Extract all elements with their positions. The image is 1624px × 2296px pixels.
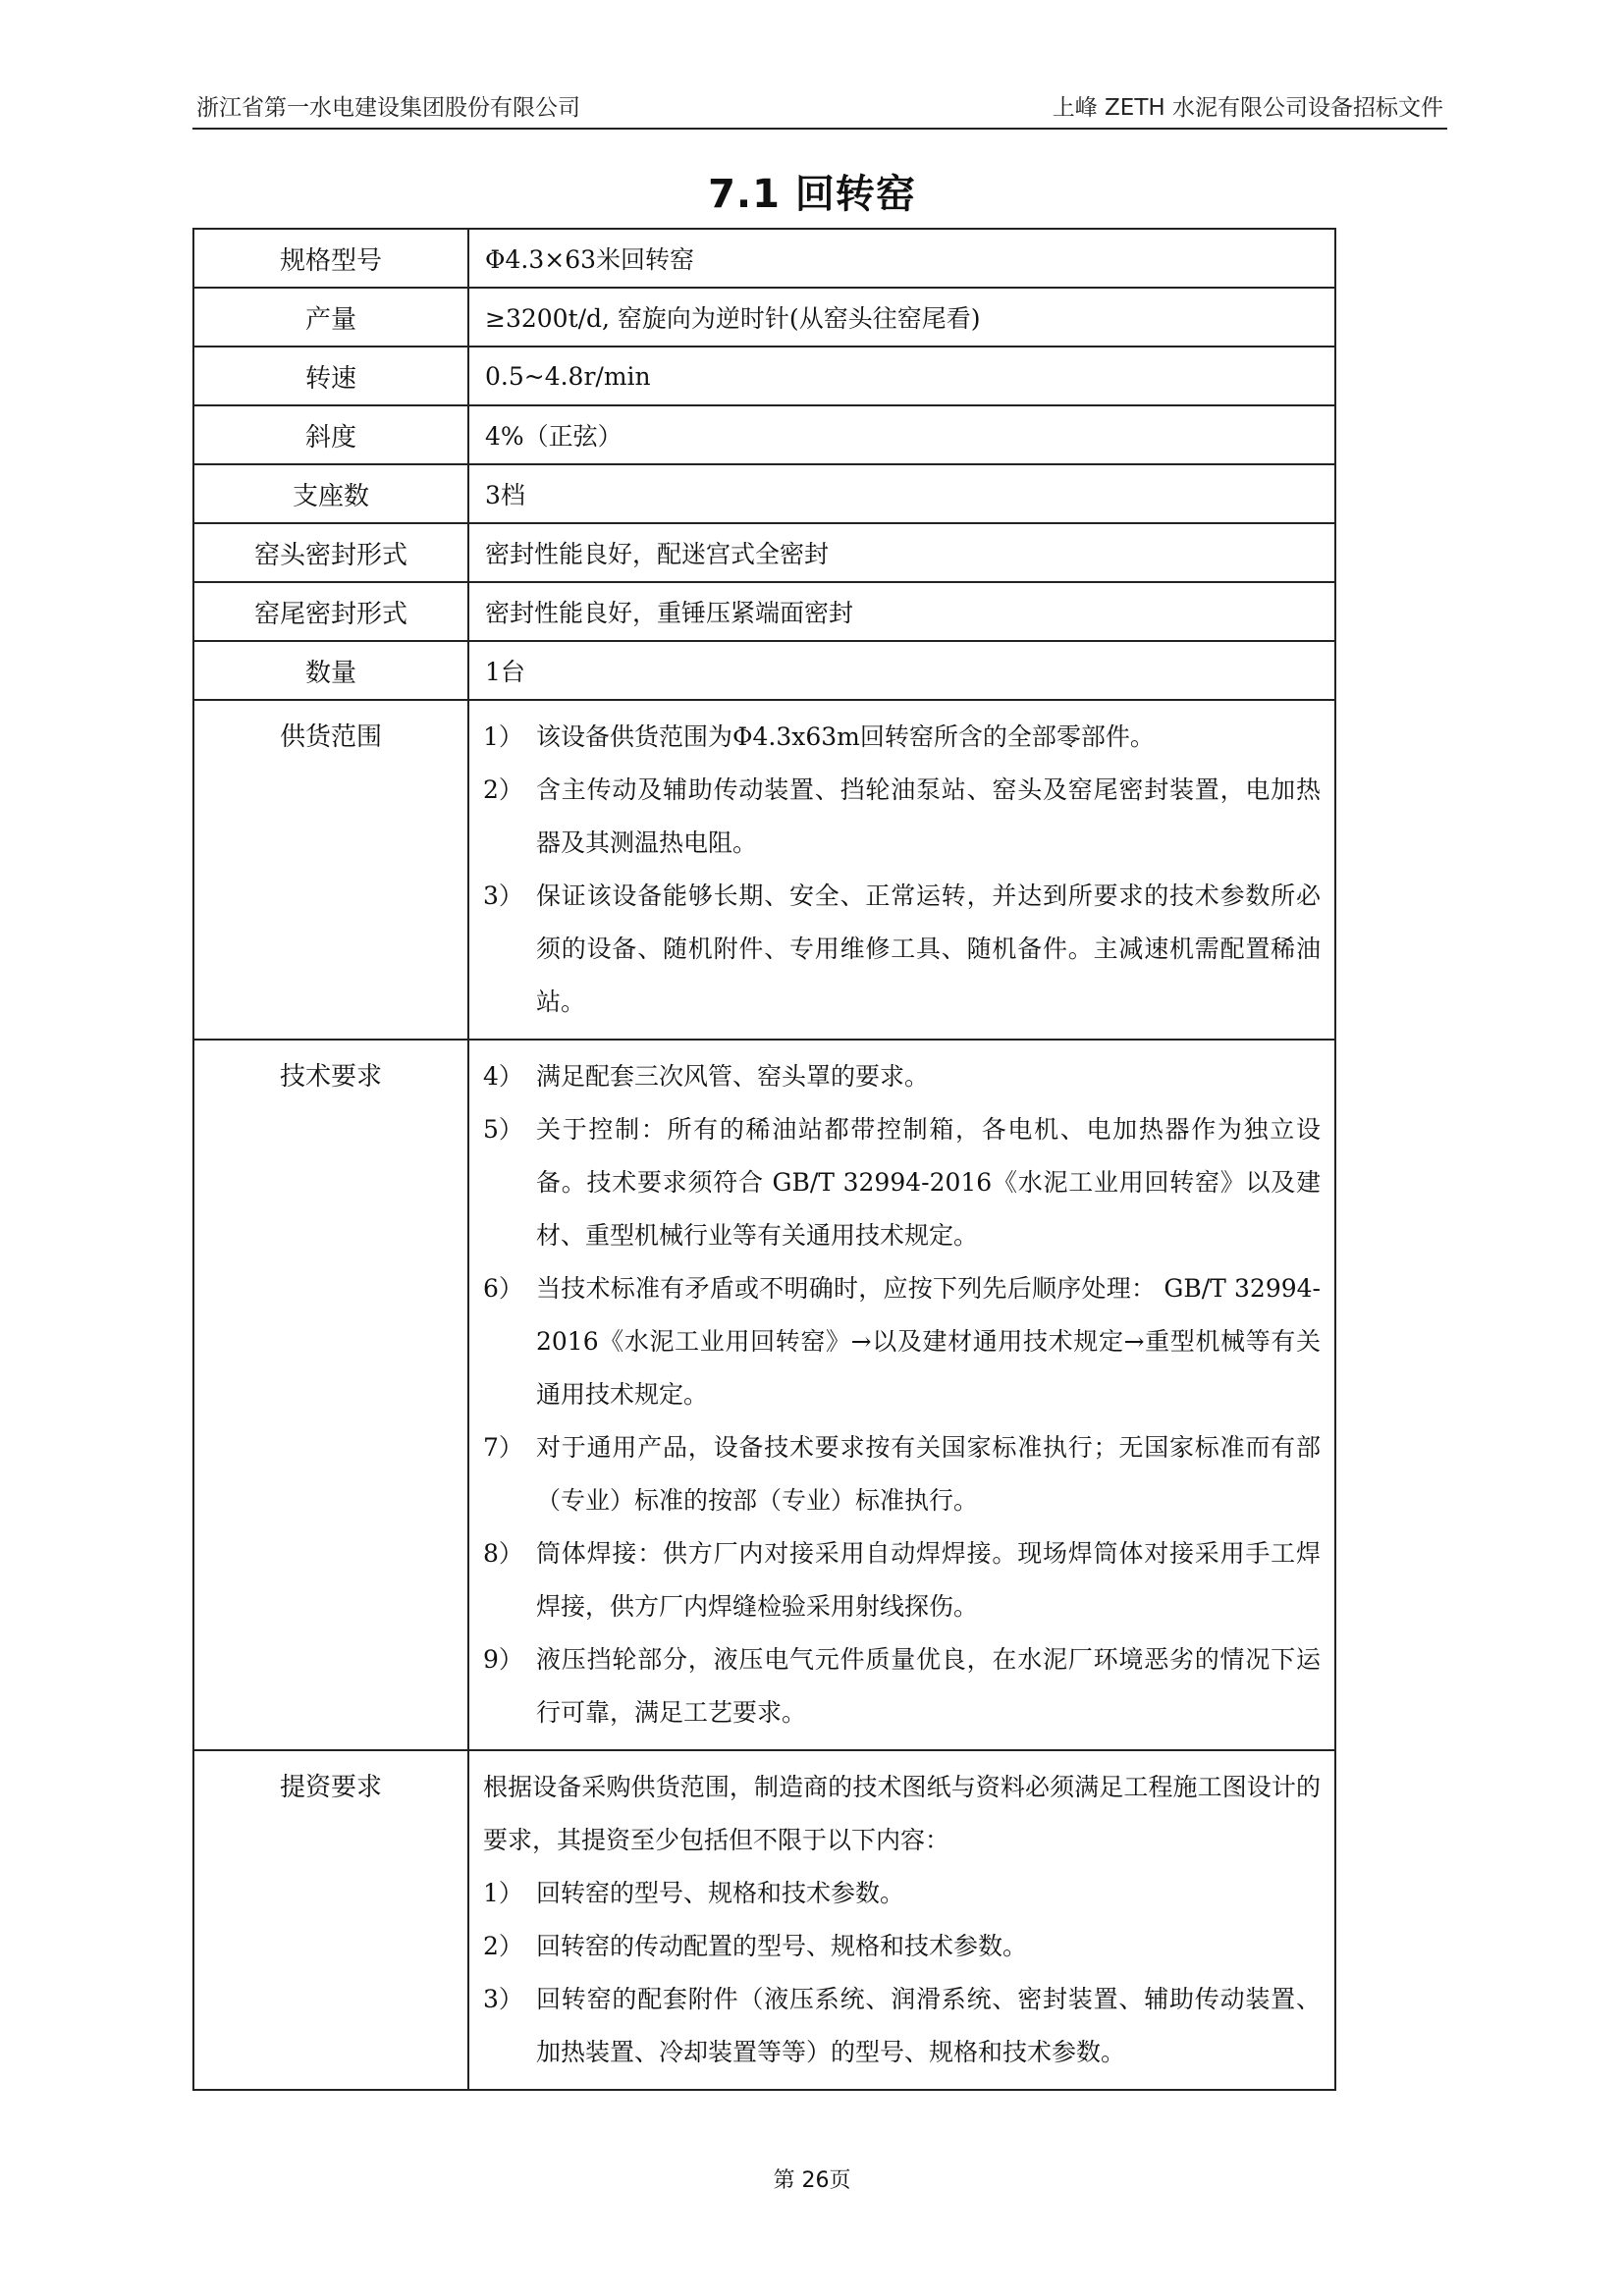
row-value: ≥3200t/d, 窑旋向为逆时针(从窑头往窑尾看)	[468, 288, 1335, 347]
row-value	[468, 1040, 1335, 1750]
spec-table	[192, 228, 1336, 2091]
item-number: 5）	[483, 1115, 523, 1144]
item-text: 关于控制：所有的稀油站都带控制箱，各电机、电加热器作为独立设备。技术要求须符合 GB/T 32994-2016《水泥工业用回转窑》以及建材、重型机械行业等有关通用技术规定。	[536, 1115, 1321, 1250]
row-value: 密封性能良好，重锤压紧端面密封	[468, 582, 1335, 641]
row-label: 窑头密封形式	[193, 523, 468, 582]
item-number: 2）	[483, 775, 523, 804]
list-item	[483, 1633, 1321, 1739]
row-label: 斜度	[193, 405, 468, 464]
header-document-title: 上峰 ZETH 水泥有限公司设备招标文件	[1052, 95, 1443, 121]
docs-intro: 根据设备采购供货范围，制造商的技术图纸与资料必须满足工程施工图设计的要求，其提资至少包括但不限于以下内容：	[483, 1773, 1321, 1854]
row-label: 数量	[193, 641, 468, 700]
item-number: 8）	[483, 1539, 523, 1568]
docs-list	[469, 1751, 1334, 2089]
row-value: 3档	[468, 464, 1335, 523]
header-company: 浙江省第一水电建设集团股份有限公司	[196, 95, 580, 121]
supply-list	[469, 701, 1334, 1039]
item-text: 回转窑的型号、规格和技术参数。	[536, 1879, 905, 1907]
item-text: 保证该设备能够长期、安全、正常运转，并达到所要求的技术参数所必须的设备、随机附件、专用维修工具、随机备件。主减速机需配置稀油站。	[536, 881, 1321, 1016]
spec-row-outlet-seal	[193, 582, 1335, 641]
list-item	[483, 1050, 1321, 1103]
list-item	[483, 764, 1321, 870]
spec-row-document-requirements	[193, 1750, 1335, 2090]
spec-row-quantity	[193, 641, 1335, 700]
spec-row-supports	[193, 464, 1335, 523]
item-number: 3）	[483, 1985, 523, 2013]
spec-row-inlet-seal	[193, 523, 1335, 582]
spec-row-speed	[193, 347, 1335, 405]
row-value: 密封性能良好，配迷宫式全密封	[468, 523, 1335, 582]
item-text: 液压挡轮部分，液压电气元件质量优良，在水泥厂环境恶劣的情况下运行可靠，满足工艺要求。	[536, 1645, 1321, 1727]
row-value: 1台	[468, 641, 1335, 700]
tech-list	[469, 1041, 1334, 1749]
item-text: 回转窑的传动配置的型号、规格和技术参数。	[536, 1932, 1028, 1960]
list-item	[483, 1262, 1321, 1421]
row-label: 转速	[193, 347, 468, 405]
spec-row-output	[193, 288, 1335, 347]
spec-row-model	[193, 229, 1335, 288]
page-number: 第 26页	[773, 2168, 851, 2193]
row-value	[468, 700, 1335, 1040]
item-number: 7）	[483, 1433, 523, 1462]
row-value: 4%（正弦）	[468, 405, 1335, 464]
list-item	[483, 1867, 1321, 1920]
item-text: 该设备供货范围为Φ4.3x63m回转窑所含的全部零部件。	[536, 722, 1155, 751]
list-item	[483, 711, 1321, 764]
list-item	[483, 1973, 1321, 2079]
row-label: 支座数	[193, 464, 468, 523]
item-text: 筒体焊接：供方厂内对接采用自动焊焊接。现场焊筒体对接采用手工焊焊接，供方厂内焊缝检验采用射线探伤。	[536, 1539, 1321, 1621]
item-number: 6）	[483, 1274, 523, 1303]
row-label: 窑尾密封形式	[193, 582, 468, 641]
row-value: 0.5~4.8r/min	[468, 347, 1335, 405]
item-number: 4）	[483, 1062, 523, 1091]
item-text: 含主传动及辅助传动装置、挡轮油泵站、窑头及窑尾密封装置，电加热器及其测温热电阻。	[536, 775, 1321, 857]
list-item	[483, 870, 1321, 1029]
row-label: 产量	[193, 288, 468, 347]
item-number: 1）	[483, 722, 523, 751]
row-label: 规格型号	[193, 229, 468, 288]
item-number: 2）	[483, 1932, 523, 1960]
page-header	[192, 90, 1447, 130]
item-text: 当技术标准有矛盾或不明确时，应按下列先后顺序处理： GB/T 32994-2016《水泥工业用回转窑》→以及建材通用技术规定→重型机械等有关通用技术规定。	[536, 1274, 1321, 1409]
list-item	[483, 1920, 1321, 1973]
spec-row-technical-requirements	[193, 1040, 1335, 1750]
item-text: 对于通用产品，设备技术要求按有关国家标准执行；无国家标准而有部（专业）标准的按部（专业）标准执行。	[536, 1433, 1321, 1515]
row-label: 技术要求	[193, 1040, 468, 1750]
item-text: 满足配套三次风管、窑头罩的要求。	[536, 1062, 930, 1091]
section-title: 7.1 回转窑	[708, 172, 916, 217]
list-item	[483, 1103, 1321, 1262]
item-number: 3）	[483, 881, 523, 910]
list-item	[483, 1421, 1321, 1527]
item-text: 回转窑的配套附件（液压系统、润滑系统、密封装置、辅助传动装置、加热装置、冷却装置等等）的型号、规格和技术参数。	[536, 1985, 1321, 2066]
row-label: 提资要求	[193, 1750, 468, 2090]
spec-row-supply-scope	[193, 700, 1335, 1040]
row-value	[468, 1750, 1335, 2090]
item-number: 1）	[483, 1879, 523, 1907]
spec-row-slope	[193, 405, 1335, 464]
row-label: 供货范围	[193, 700, 468, 1040]
list-item	[483, 1527, 1321, 1633]
item-number: 9）	[483, 1645, 523, 1674]
row-value: Φ4.3×63米回转窑	[468, 229, 1335, 288]
